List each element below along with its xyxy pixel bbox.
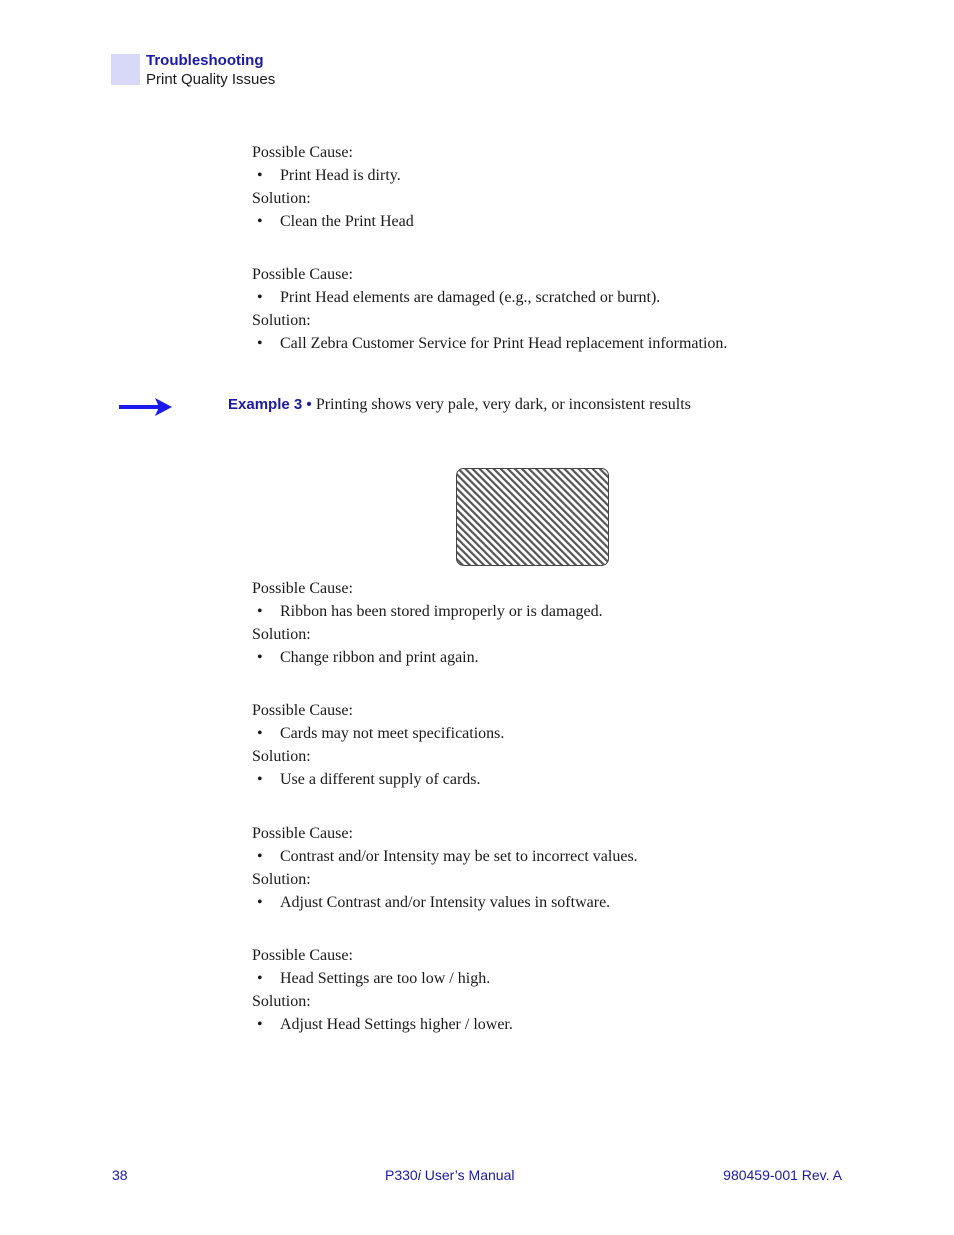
solution-item: [252, 768, 504, 791]
example-text: Printing shows very pale, very dark, or inconsistent results: [315, 396, 691, 413]
document-revision: 980459-001 Rev. A: [723, 1167, 842, 1183]
section-title: Print Quality Issues: [146, 71, 276, 88]
cause-label: Possible Cause:: [252, 144, 353, 161]
bullet-icon: •: [257, 213, 263, 230]
solution-item: [252, 1013, 513, 1036]
cause-label: Possible Cause:: [252, 580, 353, 597]
cause-solution-block: [252, 822, 638, 914]
cause-label: Possible Cause:: [252, 266, 353, 283]
hatched-card-sample: [456, 468, 609, 566]
solution-item: [252, 891, 638, 914]
cause-text: Ribbon has been stored improperly or is damaged.: [280, 603, 603, 620]
bullet-icon: •: [257, 335, 263, 352]
cause-solution-block: [252, 577, 603, 669]
solution-text: Call Zebra Customer Service for Print Head replacement information.: [280, 335, 728, 352]
cause-item: [252, 164, 414, 187]
manual-title-prefix: P330: [385, 1167, 418, 1183]
cause-text: Print Head elements are damaged (e.g., scratched or burnt).: [280, 289, 661, 306]
bullet-icon: •: [257, 771, 263, 788]
header-color-tab: [111, 54, 140, 85]
solution-label: Solution:: [252, 871, 311, 888]
solution-item: [252, 210, 414, 233]
example-separator: •: [302, 396, 316, 413]
manual-title-italic: i: [417, 1167, 421, 1183]
chapter-title: Troubleshooting: [146, 52, 264, 69]
bullet-icon: •: [257, 725, 263, 742]
right-arrow-icon: [119, 396, 173, 418]
cause-label: Possible Cause:: [252, 702, 353, 719]
solution-label: Solution:: [252, 748, 311, 765]
cause-solution-block: [252, 699, 504, 791]
cause-solution-block: [252, 944, 513, 1036]
solution-label: Solution:: [252, 993, 311, 1010]
bullet-icon: •: [257, 894, 263, 911]
bullet-icon: •: [257, 848, 263, 865]
cause-label: Possible Cause:: [252, 825, 353, 842]
cause-item: [252, 967, 513, 990]
example-caption: [228, 396, 691, 414]
bullet-icon: •: [257, 1016, 263, 1033]
bullet-icon: •: [257, 649, 263, 666]
cause-item: [252, 722, 504, 745]
solution-text: Adjust Head Settings higher / lower.: [280, 1016, 513, 1033]
manual-title: [385, 1167, 514, 1183]
page-number: 38: [112, 1167, 128, 1183]
solution-label: Solution:: [252, 190, 311, 207]
solution-text: Change ribbon and print again.: [280, 649, 479, 666]
cause-item: [252, 286, 727, 309]
bullet-icon: •: [257, 970, 263, 987]
bullet-icon: •: [257, 167, 263, 184]
solution-label: Solution:: [252, 626, 311, 643]
solution-text: Adjust Contrast and/or Intensity values in software.: [280, 894, 611, 911]
cause-text: Cards may not meet specifications.: [280, 725, 505, 742]
bullet-icon: •: [257, 289, 263, 306]
solution-label: Solution:: [252, 312, 311, 329]
solution-text: Use a different supply of cards.: [280, 771, 481, 788]
example-label: Example 3: [228, 396, 303, 413]
cause-item: [252, 600, 603, 623]
cause-solution-block: [252, 141, 414, 233]
solution-item: [252, 646, 603, 669]
solution-text: Clean the Print Head: [280, 213, 414, 230]
cause-solution-block: [252, 263, 727, 355]
solution-item: [252, 332, 727, 355]
manual-title-suffix: User’s Manual: [420, 1167, 515, 1183]
bullet-icon: •: [257, 603, 263, 620]
cause-item: [252, 845, 638, 868]
cause-text: Contrast and/or Intensity may be set to incorrect values.: [280, 848, 638, 865]
cause-text: Head Settings are too low / high.: [280, 970, 491, 987]
cause-label: Possible Cause:: [252, 947, 353, 964]
cause-text: Print Head is dirty.: [280, 167, 401, 184]
